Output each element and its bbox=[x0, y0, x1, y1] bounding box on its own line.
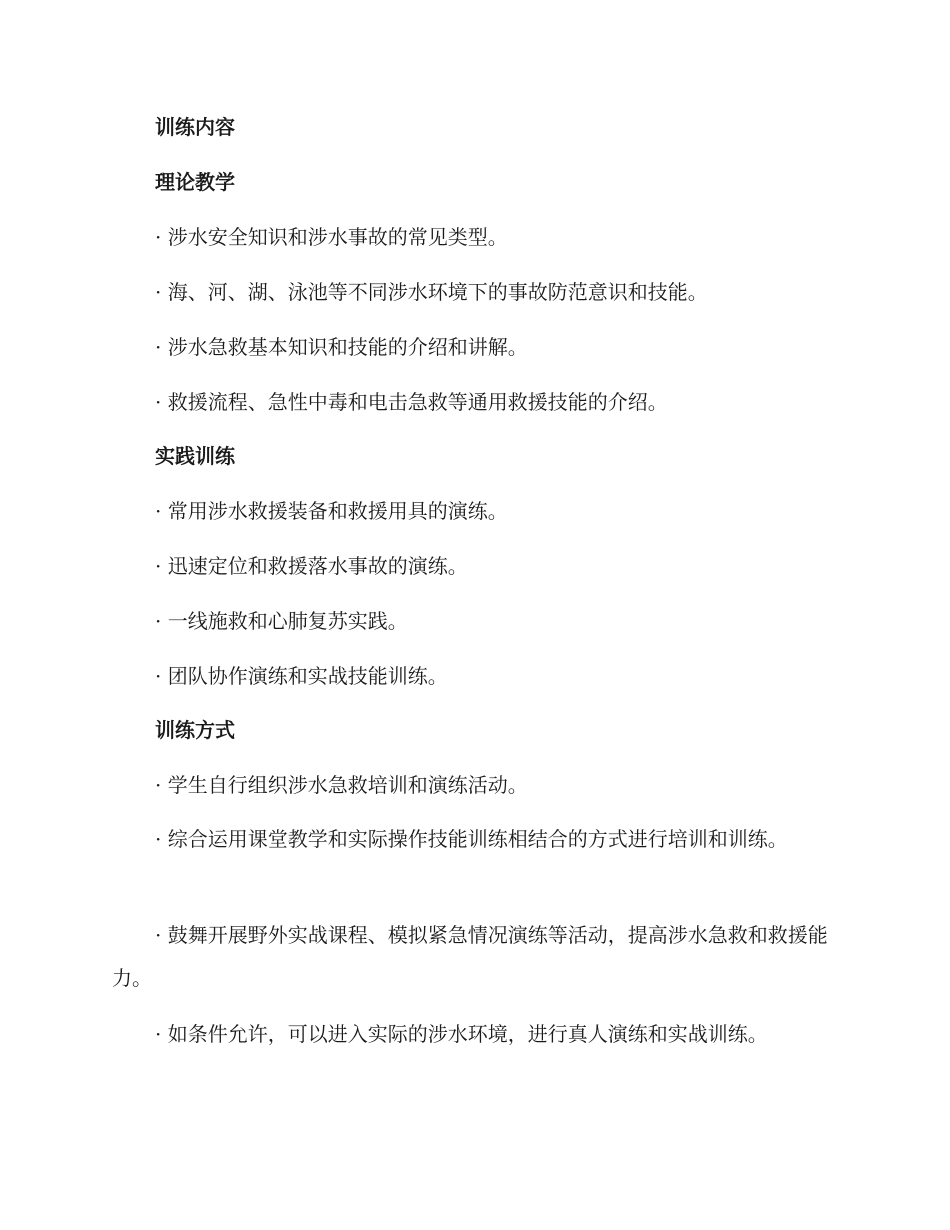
practice-item: · 常用涉水救援装备和救援用具的演练。 bbox=[155, 499, 508, 523]
practice-item: · 迅速定位和救援落水事故的演练。 bbox=[155, 554, 468, 578]
section-title: 训练内容 bbox=[155, 115, 235, 139]
practice-item: · 一线施救和心肺复苏实践。 bbox=[155, 609, 408, 633]
theory-heading: 理论教学 bbox=[155, 170, 235, 194]
methods-item: · 学生自行组织涉水急救培训和演练活动。 bbox=[155, 773, 528, 797]
methods-item: · 鼓舞开展野外实战课程、模拟紧急情况演练等活动，提高涉水急救和救援能力。 bbox=[112, 923, 828, 990]
theory-item: · 救援流程、急性中毒和电击急救等通用救援技能的介绍。 bbox=[155, 390, 668, 414]
methods-item: · 综合运用课堂教学和实际操作技能训练相结合的方式进行培训和训练。 bbox=[155, 827, 788, 851]
practice-item: · 团队协作演练和实战技能训练。 bbox=[155, 664, 448, 688]
theory-item: · 涉水安全知识和涉水事故的常见类型。 bbox=[155, 225, 508, 249]
theory-item: · 涉水急救基本知识和技能的介绍和讲解。 bbox=[155, 335, 528, 359]
theory-item: · 海、河、湖、泳池等不同涉水环境下的事故防范意识和技能。 bbox=[155, 280, 708, 304]
practice-heading: 实践训练 bbox=[155, 444, 235, 468]
methods-heading: 训练方式 bbox=[155, 718, 235, 742]
methods-item: · 如条件允许，可以进入实际的涉水环境，进行真人演练和实战训练。 bbox=[155, 1022, 768, 1046]
